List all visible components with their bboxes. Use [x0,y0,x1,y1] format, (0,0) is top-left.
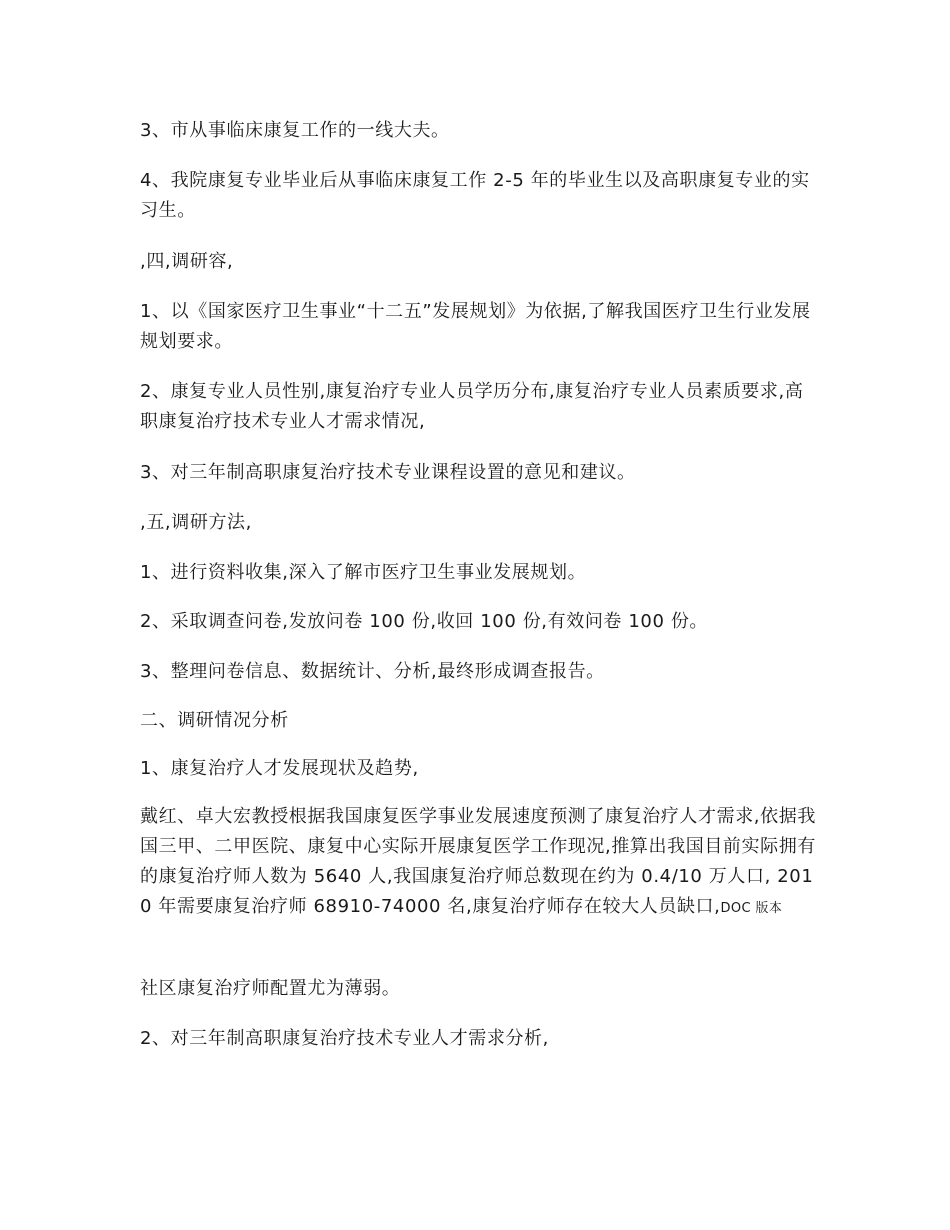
paragraph-3: 1、以《国家医疗卫生事业“十二五”发展规划》为依据,了解我国医疗卫生行业发展规划要求。 [140,301,811,352]
doc-version-tag: DOC 版本 [720,901,783,916]
paragraph-5: 3、对三年制高职康复治疗技术专业课程设置的意见和建议。 [140,462,636,483]
paragraph-10: 社区康复治疗师配置尤为薄弱。 [140,978,401,999]
paragraph-4: 2、康复专业人员性别,康复治疗专业人员学历分布,康复治疗专业人员素质要求,高职康复治疗技术专业人才需求情况, [140,381,804,432]
subsection-heading-1: 1、康复治疗人才发展现状及趋势, [140,758,419,779]
paragraph-9 [140,802,820,924]
section-heading-2: 二、调研情况分析 [140,710,289,731]
subsection-heading-2: 2、对三年制高职康复治疗技术专业人才需求分析, [140,1028,549,1049]
section-heading-4: ,四,调研容, [140,251,234,272]
paragraph-1: 3、市从事临床康复工作的一线大夫。 [140,120,450,141]
section-heading-5: ,五,调研方法, [140,512,252,533]
paragraph-2: 4、我院康复专业毕业后从事临床康复工作 2-5 年的毕业生以及高职康复专业的实习生。 [140,170,810,221]
paragraph-6: 1、进行资料收集,深入了解市医疗卫生事业发展规划。 [140,562,587,583]
paragraph-7: 2、采取调查问卷,发放问卷 100 份,收回 100 份,有效问卷 100 份。 [140,611,709,632]
paragraph-9-text: 戴红、卓大宏教授根据我国康复医学事业发展速度预测了康复治疗人才需求,依据我国三甲、二甲医院、康复中心实际开展康复医学工作现况,推算出我国目前实际拥有的康复治疗师人数为 5640 人,我国康复治疗师总数现在约为 0.4/10 万人口, 2010 年需要康复治疗师 68910-74000 名,康复治疗师存在较大人员缺口, [140,806,816,917]
paragraph-8: 3、整理问卷信息、数据统计、分析,最终形成调查报告。 [140,661,605,682]
